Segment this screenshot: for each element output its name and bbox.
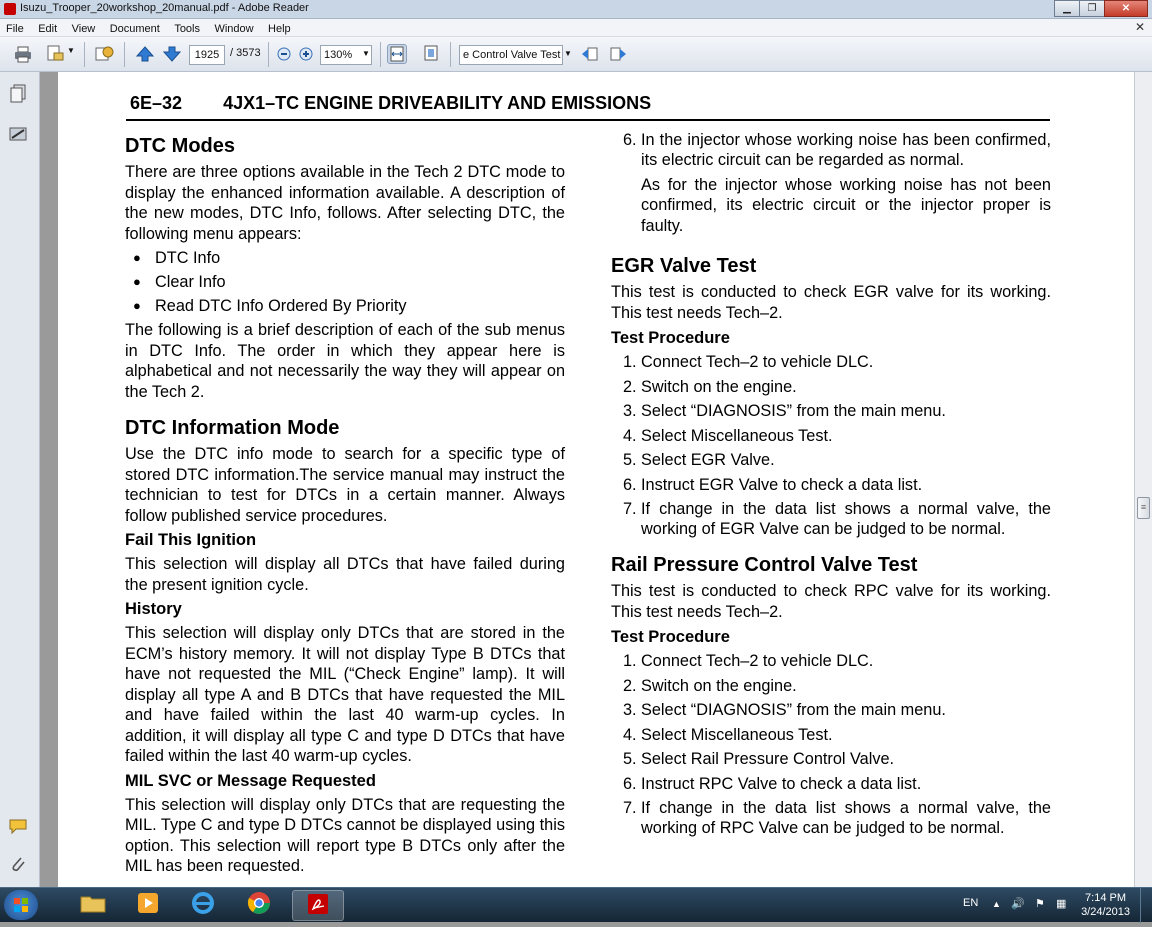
list-item: 3. Select “DIAGNOSIS” from the main menu.: [623, 402, 946, 420]
attachments-panel-icon[interactable]: [8, 854, 28, 874]
restore-button[interactable]: ❐: [1079, 0, 1105, 17]
clock-time: 7:14 PM: [1085, 892, 1127, 904]
menu-help[interactable]: Help: [268, 23, 291, 35]
list-item: 5. Select Rail Pressure Control Valve.: [623, 750, 895, 768]
language-indicator[interactable]: EN: [963, 897, 979, 909]
comments-panel-icon[interactable]: [8, 816, 28, 836]
toolbar-separator: [84, 42, 85, 67]
page-header: [130, 93, 651, 114]
egr-heading: EGR Valve Test: [611, 255, 757, 277]
egr-steps: [623, 352, 1051, 539]
pages-panel-icon[interactable]: [8, 84, 28, 104]
toolbar: [0, 37, 1152, 72]
list-item: 7. If change in the data list shows a normal valve, the working of EGR Valve can be judged to be normal.: [623, 500, 1051, 538]
system-clock[interactable]: [1081, 891, 1130, 919]
dtc-info-heading: DTC Information Mode: [125, 417, 340, 439]
email-dropdown-icon[interactable]: ▼: [67, 46, 75, 55]
fail-ignition-paragraph: This selection will display all DTCs that have failed during the present ignition cycle.: [125, 555, 565, 594]
chrome-icon[interactable]: [236, 890, 282, 921]
print-icon[interactable]: [13, 44, 33, 64]
list-item: 7. If change in the data list shows a normal valve, the working of RPC Valve can be judged to be normal.: [623, 799, 1051, 837]
find-previous-icon[interactable]: [580, 44, 600, 64]
zoom-in-icon[interactable]: [296, 44, 316, 64]
window-controls: [1055, 0, 1148, 17]
fail-ignition-heading: Fail This Ignition: [125, 531, 257, 549]
navigation-pane: [0, 72, 40, 887]
taskbar: [0, 887, 1152, 922]
list-item: 2. Switch on the engine.: [623, 676, 797, 695]
clock-date: 3/24/2013: [1081, 906, 1130, 918]
list-item: 1. Connect Tech–2 to vehicle DLC.: [623, 353, 874, 371]
mil-svc-heading: MIL SVC or Message Requested: [125, 771, 376, 790]
history-heading: History: [125, 600, 182, 618]
list-item: 1. Connect Tech–2 to vehicle DLC.: [623, 652, 874, 670]
list-item: 4. Select Miscellaneous Test.: [623, 725, 833, 744]
right-column: [611, 130, 1051, 843]
find-input[interactable]: e Control Valve Test: [459, 45, 563, 65]
menu-view[interactable]: View: [71, 23, 96, 35]
share-review-icon[interactable]: [94, 44, 114, 64]
dtc-info-paragraph: Use the DTC info mode to search for a specific type of stored DTC information.The service manual may instruct the technician to test for DTCs in a certain manner. Always follow published service procedures.: [125, 445, 565, 525]
menu-tools[interactable]: Tools: [174, 23, 200, 35]
dtc-modes-paragraph: There are three options available in the Tech 2 DTC mode to display the enhanced information available. A description of the new modes, DTC Info, follows. After selecting DTC, the following menu appears:: [125, 163, 565, 243]
media-player-icon[interactable]: [125, 890, 171, 921]
next-page-icon[interactable]: [162, 44, 182, 64]
menu-document[interactable]: Document: [109, 23, 160, 35]
list-item: ● Read DTC Info Ordered By Priority: [133, 294, 565, 318]
page-total: / 3573: [230, 47, 261, 59]
show-desktop-button[interactable]: [1140, 888, 1152, 923]
menu-file[interactable]: File: [6, 23, 24, 35]
internet-explorer-icon[interactable]: [180, 890, 226, 921]
previous-page-icon[interactable]: [135, 44, 155, 64]
show-hidden-icons-icon[interactable]: ▲: [992, 899, 1001, 909]
header-page-number: 6E–32: [130, 93, 183, 113]
adobe-reader-taskbar-icon[interactable]: [292, 890, 344, 921]
egr-paragraph: This test is conducted to check EGR valve for its working. This test needs Tech–2.: [611, 283, 1051, 322]
title-bar: [0, 0, 1152, 19]
list-item: 6. In the injector whose working noise has been confirmed, its electric circuit can be regarded as normal.: [623, 131, 1051, 169]
action-center-icon[interactable]: ⚑: [1035, 898, 1045, 910]
window-title: Isuzu_Trooper_20workshop_20manual.pdf - Adobe Reader: [20, 2, 309, 14]
zoom-out-icon[interactable]: [274, 44, 294, 64]
menu-bar: [0, 19, 1152, 37]
sub-menus-paragraph: The following is a brief description of each of the sub menus in DTC Info. The order in which they appear here is alphabetical and not necessarily the way they will appear on the Tech 2.: [125, 321, 565, 401]
scrollbar-thumb[interactable]: ≡: [1137, 497, 1150, 519]
find-dropdown-icon[interactable]: ▼: [564, 49, 572, 58]
signatures-panel-icon[interactable]: [8, 124, 28, 144]
network-icon[interactable]: ▦: [1056, 898, 1067, 910]
email-icon[interactable]: [45, 44, 65, 64]
rpc-heading: Rail Pressure Control Valve Test: [611, 554, 918, 576]
list-item: ● DTC Info: [133, 246, 565, 270]
toolbar-separator: [450, 42, 451, 67]
rpc-paragraph: This test is conducted to check RPC valve for its working. This test needs Tech–2.: [611, 582, 1051, 621]
history-paragraph: This selection will display only DTCs that are stored in the ECM’s history memory. It will not display Type B DTCs that have not requested the MIL (“Check Engine” lamp). It will display all type A and B DTCs that have requested the MIL and have failed within the last 40 warm-up cycles. In addition, it will display all type C and type D DTCs that have failed within the last 40 warm-up cycles.: [125, 624, 565, 765]
fit-page-icon[interactable]: [421, 44, 441, 64]
list-item: 4. Select Miscellaneous Test.: [623, 426, 833, 445]
volume-icon[interactable]: 🔊: [1011, 898, 1025, 910]
left-column: [125, 126, 565, 877]
zoom-select[interactable]: 130%: [320, 45, 372, 65]
list-item: 6. Instruct EGR Valve to check a data list.: [623, 475, 923, 494]
pdf-page: [58, 72, 1134, 887]
close-document-icon[interactable]: ✕: [1134, 20, 1145, 34]
find-next-icon[interactable]: [608, 44, 628, 64]
zoom-dropdown-icon[interactable]: ▼: [362, 49, 370, 58]
injector-step: [623, 130, 1051, 170]
header-rule: [126, 119, 1050, 121]
list-item: 2. Switch on the engine.: [623, 377, 797, 396]
injector-note: As for the injector whose working noise has not been confirmed, its electric circuit or the injector proper is faulty.: [641, 175, 1051, 235]
list-item: 3. Select “DIAGNOSIS” from the main menu.: [623, 701, 946, 719]
toolbar-separator: [380, 42, 381, 67]
menu-edit[interactable]: Edit: [38, 23, 58, 35]
page-number-input[interactable]: 1925: [189, 45, 225, 65]
mil-svc-paragraph: This selection will display only DTCs that are requesting the MIL. Type C and type D DTCs cannot be displayed using this option. This selection will report type B DTCs only after the MIL has been requested.: [125, 795, 565, 875]
rpc-procedure-heading: Test Procedure: [611, 628, 730, 646]
explorer-icon[interactable]: [70, 890, 116, 921]
minimize-button[interactable]: ▁: [1054, 0, 1080, 17]
header-title: 4JX1–TC ENGINE DRIVEABILITY AND EMISSIONS: [223, 93, 652, 113]
toolbar-separator: [124, 42, 125, 67]
list-item: ● Clear Info: [133, 270, 565, 294]
menu-window[interactable]: Window: [214, 23, 254, 35]
fit-width-icon[interactable]: [387, 44, 407, 64]
toolbar-separator: [268, 42, 269, 67]
egr-procedure-heading: Test Procedure: [611, 329, 730, 347]
vertical-scrollbar[interactable]: [1134, 72, 1152, 887]
adobe-reader-icon: [4, 3, 16, 15]
start-button[interactable]: [4, 890, 38, 920]
rpc-steps: [623, 651, 1051, 838]
dtc-modes-heading: DTC Modes: [125, 135, 235, 157]
list-item: 6. Instruct RPC Valve to check a data list.: [623, 774, 922, 793]
close-button[interactable]: ✕: [1104, 0, 1148, 17]
list-item: 5. Select EGR Valve.: [623, 451, 775, 469]
dtc-menu-list: [133, 246, 565, 318]
